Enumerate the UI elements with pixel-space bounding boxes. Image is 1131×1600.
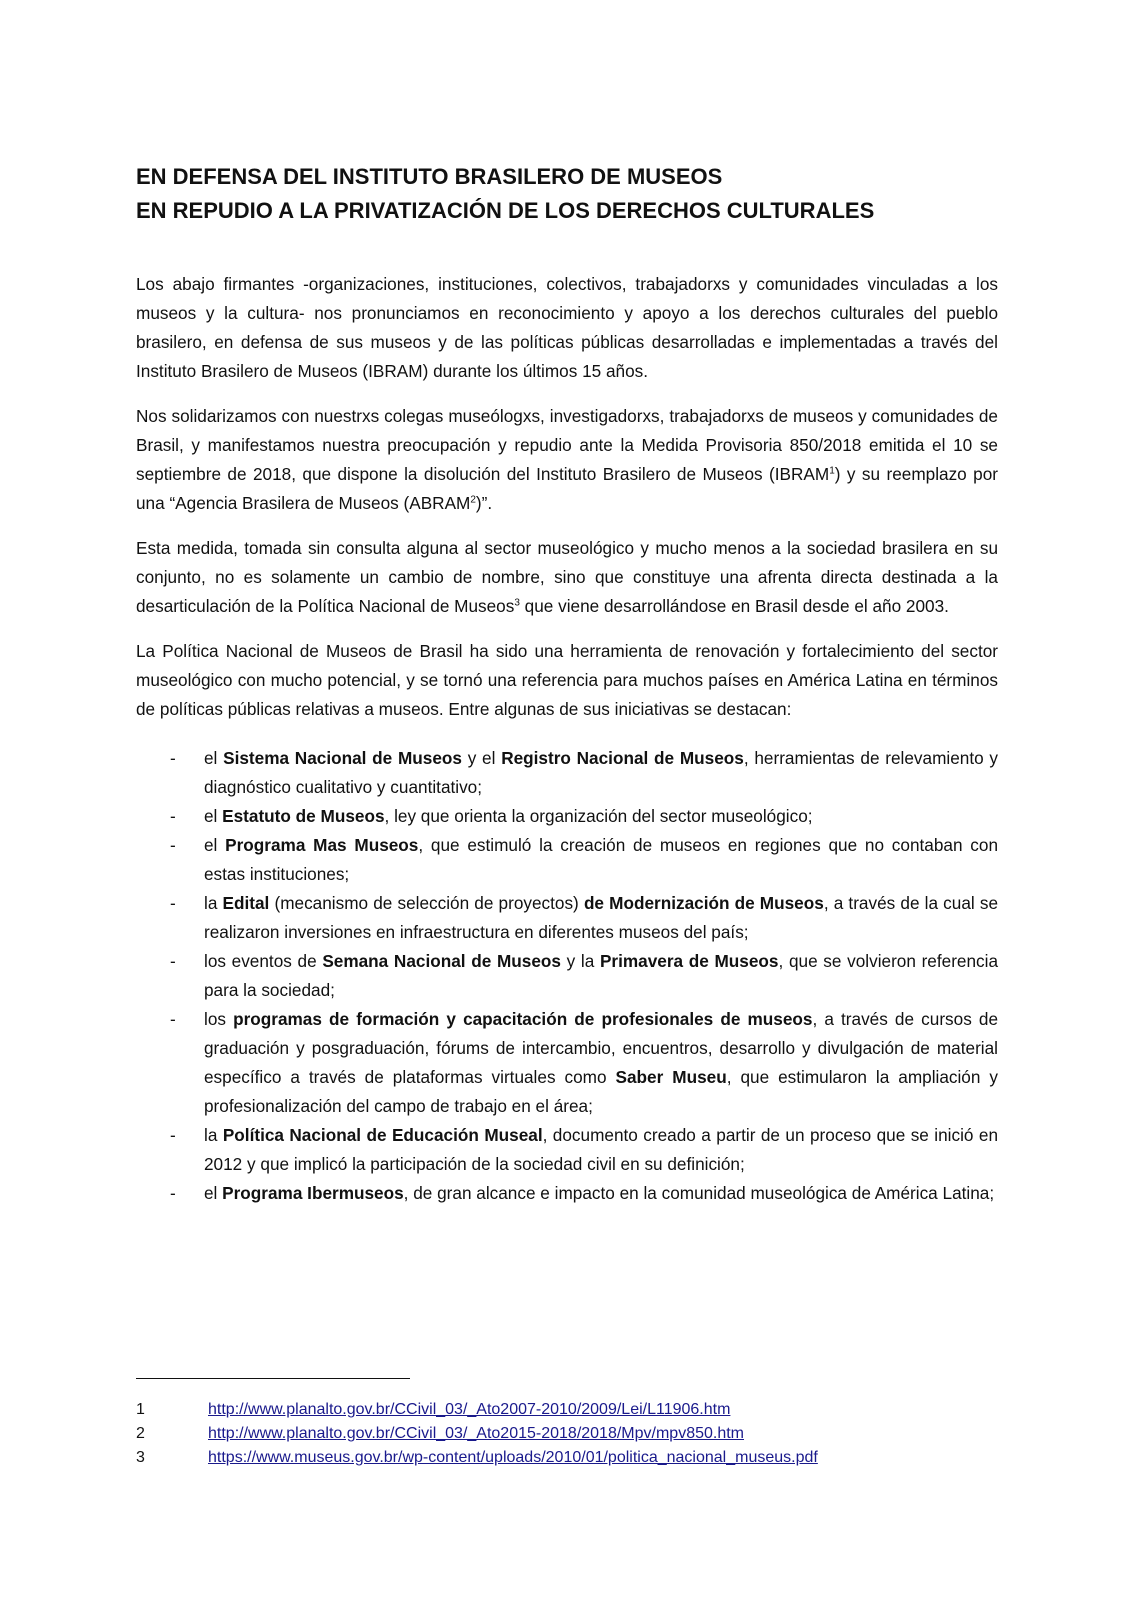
list-item-bold: de Modernización de Museos (583, 893, 824, 913)
list-item-bold: Registro Nacional de Museos (501, 748, 744, 768)
paragraph-2-text-a: Nos solidarizamos con nuestrxs colegas museólogxs, investigadorxs, trabajadorxs de museos y comunidades de Brasil, y manifestamos nuestra preocupación y repudio ante la Medida Provisoria 850/2018 emitida el 10 se septiembre de 2018, que dispone la disolución del Instituto Brasilero de Museos (IBRAM (136, 406, 998, 484)
list-dash: - (170, 806, 176, 826)
list-item (136, 831, 998, 889)
list-item-text: , ley que orienta la organización del sector museológico; (384, 806, 813, 826)
document-title (136, 160, 998, 228)
list-item-text: , de gran alcance e impacto en la comunidad museológica de América Latina; (403, 1183, 995, 1203)
paragraph-2-text-c: )”. (475, 493, 493, 513)
footnote-ref-1: 1 (829, 465, 835, 477)
initiatives-list (136, 744, 998, 1208)
footnote-ref-2: 2 (470, 494, 476, 506)
list-item (136, 802, 998, 831)
list-item-text: , que estimuló la creación de museos en regiones que no contaban con estas instituciones; (204, 835, 998, 884)
list-item-text: los (204, 1009, 234, 1029)
list-item-bold: Programa Mas Museos (225, 835, 419, 855)
paragraph-4: La Política Nacional de Museos de Brasil ha sido una herramienta de renovación y fortalecimiento del sector museológico con mucho potencial, y se tornó una referencia para muchos países en América Latina en términos de políticas públicas relativas a museos. Entre algunas de sus iniciativas se destacan: (136, 641, 998, 719)
footnote-link-1[interactable]: http://www.planalto.gov.br/CCivil_03/_Ato2007-2010/2009/Lei/L11906.htm (208, 1401, 731, 1418)
footnote-1 (136, 1398, 998, 1422)
footnote-number: 2 (136, 1425, 145, 1442)
list-item (136, 947, 998, 1005)
footnote-link-2[interactable]: http://www.planalto.gov.br/CCivil_03/_Ato2015-2018/2018/Mpv/mpv850.htm (208, 1425, 745, 1442)
footnotes (136, 1398, 998, 1470)
list-item-text: el (204, 806, 223, 826)
list-dash: - (170, 951, 176, 971)
list-item-text: , herramientas de relevamiento y diagnóstico cualitativo y cuantitativo; (204, 748, 999, 797)
list-item-text: y el (461, 748, 502, 768)
footnote-2 (136, 1422, 998, 1446)
list-item-text: el (204, 1183, 223, 1203)
list-item-text: , que se volvieron referencia para la sociedad; (204, 951, 999, 1000)
title-line-1: EN DEFENSA DEL INSTITUTO BRASILERO DE MUSEOS (136, 164, 723, 189)
list-dash: - (170, 748, 176, 768)
footnote-number: 3 (136, 1449, 145, 1466)
list-item-text: el (204, 748, 224, 768)
paragraph-1: Los abajo firmantes -organizaciones, instituciones, colectivos, trabajadorxs y comunidades vinculadas a los museos y la cultura- nos pronunciamos en reconocimiento y apoyo a los derechos culturales del pueblo brasilero, en defensa de sus museos y de las políticas públicas desarrolladas e implementadas a través del Instituto Brasilero de Museos (IBRAM) durante los últimos 15 años. (136, 274, 998, 381)
list-item-text: , a través de la cual se realizaron inversiones en infraestructura en diferentes museos del país; (204, 893, 999, 942)
list-item-text: , que estimularon la ampliación y profesionalización del campo de trabajo en el área; (204, 1067, 998, 1116)
list-item (136, 744, 998, 802)
list-item-text: , documento creado a partir de un proceso que se inició en 2012 y que implicó la participación de la sociedad civil en su definición; (204, 1125, 999, 1174)
list-item-bold: Saber Museu (615, 1067, 727, 1087)
footnote-link-3[interactable]: https://www.museus.gov.br/wp-content/uploads/2010/01/politica_nacional_museus.pdf (208, 1449, 818, 1466)
list-item (136, 1005, 998, 1121)
list-item-text: y la (560, 951, 600, 971)
paragraph-3-text-a: Esta medida, tomada sin consulta alguna al sector museológico y mucho menos a la sociedad brasilera en su conjunto, no es solamente un cambio de nombre, sino que constituye una afrenta directa destinada a la desarticulación de la Política Nacional de Museos (136, 538, 998, 616)
list-dash: - (170, 835, 176, 855)
title-line-2: EN REPUDIO A LA PRIVATIZACIÓN DE LOS DERECHOS CULTURALES (136, 198, 875, 223)
list-item-bold: Estatuto de Museos (222, 806, 385, 826)
list-dash: - (170, 893, 176, 913)
footnote-ref-3: 3 (514, 597, 520, 609)
paragraph-3 (136, 534, 998, 621)
paragraph-3-text-b: que viene desarrollándose en Brasil desde el año 2003. (519, 596, 949, 616)
list-item-bold: programas de formación y capacitación de profesionales de museos (233, 1009, 813, 1029)
list-item-text: el (204, 835, 226, 855)
footnote-separator (136, 1378, 410, 1379)
list-item-text: (mecanismo de selección de proyectos) (269, 893, 584, 913)
list-item-text: los eventos de (204, 951, 323, 971)
list-item-text: , a través de cursos de graduación y posgraduación, fórums de intercambio, encuentros, desarrollo y divulgación de material específico a través de plataformas virtuales como (204, 1009, 999, 1087)
footnote-3 (136, 1446, 998, 1470)
list-dash: - (170, 1183, 176, 1203)
list-item-bold: Semana Nacional de Museos (322, 951, 561, 971)
document-body (136, 160, 998, 1208)
list-item-bold: Sistema Nacional de Museos (223, 748, 462, 768)
list-dash: - (170, 1125, 176, 1145)
list-item-bold: Programa Ibermuseos (222, 1183, 404, 1203)
list-item (136, 1179, 998, 1208)
paragraph-2 (136, 402, 998, 518)
list-item (136, 1121, 998, 1179)
list-item (136, 889, 998, 947)
list-item-bold: Edital (222, 893, 270, 913)
list-item-text: la (204, 1125, 223, 1145)
list-item-text: la (204, 893, 223, 913)
footnote-number: 1 (136, 1401, 145, 1418)
list-item-bold: Primavera de Museos (599, 951, 779, 971)
list-dash: - (170, 1009, 176, 1029)
list-item-bold: Política Nacional de Educación Museal (222, 1125, 543, 1145)
paragraph-2-text-b: ) y su reemplazo por una “Agencia Brasilera de Museos (ABRAM (136, 464, 998, 513)
